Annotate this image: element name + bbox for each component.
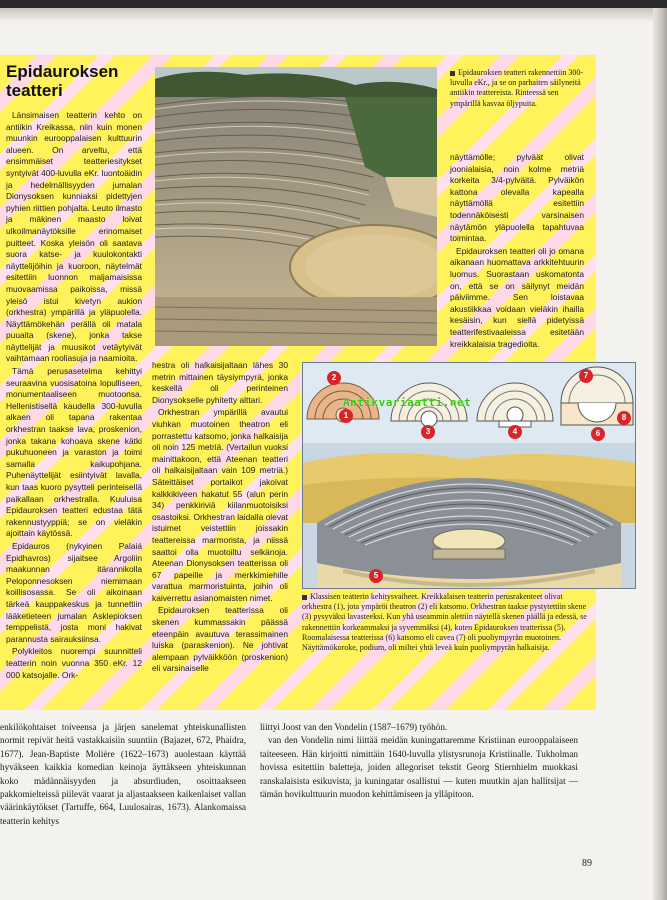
theatre-photo-illustration: [155, 67, 437, 346]
article-column-1: [6, 110, 142, 682]
col1-paragraph: Epidauros (nykyinen Palaiá Epidhavros) sijaitsee Argoliin maakunnan itärannikolla Peloponnesoksen niemimaan koillisosassa. Se oli aikoinaan tärkeä kauppakeskus ja tunnettiin lääketieteen jumalan Asklepioksen temppelistä, josta moni hakivat parannusta sairauksiinsa.: [6, 540, 142, 644]
epidauros-theatre-photo: [155, 67, 437, 346]
caption-bullet-icon: [302, 595, 307, 600]
photo-caption-text: Epidauroksen teatteri rakennettiin 300-luvulla eKr., ja se on parhaiten säilyneitä antiikin teattereista. Rinteessä sen ympärillä kasvaa öljypuita.: [450, 68, 584, 108]
plan-stage-4: [477, 383, 553, 427]
photo-caption: [450, 68, 585, 109]
article-title: [6, 62, 118, 100]
diagram-label-1: 1: [339, 409, 353, 423]
diagram-label-6: 6: [591, 427, 605, 441]
col3-paragraph: näyttämölle; pylväät olivat joonialaisia, noin kolme metriä korkeita 3/4-pylväitä. Pylväikön kattona olevalla kapealla näyttämöllä esitettiin todennäköisesti varsinaisen näytämön yläpuolella tapahtuvaa toimintaa.: [450, 152, 584, 244]
article-column-3: [450, 152, 584, 351]
page-top-shadow: [0, 8, 667, 22]
col3-paragraph: Epidauroksen teatteri oli jo omana aikanaan huomattava arkkitehtuurin luomus. Suorastaan uskomatonta on, että se on säilynyt meidän päiviimme. Sen loistavaa akustiikkaa voidaan vieläkin ihailla kesäisin, kun siellä pidetyissä teatterifestivaaleissa esitetään kreikkalaisia tragedioita.: [450, 245, 584, 349]
col1-paragraph: Länsimaisen teatterin kehto on antiikin Kreikassa, niin kuin monen muunkin eurooppalaisen kulttuurin alueen. On arveltu, että ensimmäiset teatteriesitykset syntyivät 400-luvulla eKr. luontoäidin ja hedelmällisyyden jumalan Dionysoksen kunniaksi pidettyjen pyhien riittien pohjalta. Leuto ilmasto ja mäkinen maasto loivat ulkoilmanäytöksille erinomaiset puitteet. Koska yleisön oli saatava suora katse- ja kuulokontakti näyttelijöihin ja kuoroon, näytelmät esitettiin luonnon maljamaisissa muovaamissa paikoissa, missä yleisö istui kivetyn aukion (orkhestra) ympärillä ja yläpuolella. Näyttämökehän perällä oli matala puuaita (skene), jonka takse näyttelijät ja muusikot vetäytyivät vaihtamaan rooliasuja ja naamioita.: [6, 110, 142, 364]
page-number: 89: [582, 858, 592, 869]
body-text-left: [0, 721, 246, 828]
diagram-label-4: 4: [508, 425, 522, 439]
page-edge: [653, 8, 667, 900]
body-left-paragraph: enkilökohtaiset toiveensa ja järjen sanelemat yhteiskunallisten normit repivät heitä vastakkaisiin suuntiin (Bajazet, 672, Phaidra, 1677). Jean-Baptiste Molière (1622–1673) auolestaan käyttää hyväkseen kaikkia komedian keinoja äyttäkseen yhteiskunnan koko mädännäisyyden ja absurdiuden, osoittaakseen pakkomielteissä piilevät vaarat ja aljastaakseen kaikenlaiset vallan väärinkäytökset (Tartuffe, 664, Luulosairas, 1673). Alankomaissa teatterin kehitys: [0, 722, 246, 826]
body-right-paragraph-2: van den Vondelin nimi liittää meidän kuningattaremme Kristiinan eurooppalaiseen taiteeseen. Hän kirjoitti nimittäin 1640-luvulla ylistysrunoja Kristiinalle. Tukholman hovissa esitettiin baletteja, joiden allegoriset tekstit Georg Stiernhielm muokkasi ranskalaisista esikuvista, ja kuningatar osallistui — kuten muutkin ajan hallitsijat — tämän hovikulttuurin muodon kehittämiseen ja ylläpitoon.: [260, 735, 578, 800]
body-right-paragraph-1: liittyi Joost van den Vondelin (1587–1679) työhön.: [260, 722, 448, 732]
diagram-label-8: 8: [617, 411, 631, 425]
body-text-right: [260, 721, 578, 801]
diagram-caption-text: Klassisen teatterin kehitysvaiheet. Kreikkalaisen teatterin perusrakenteet olivat orkhestra (1), jota ympäröi theatron (2) eli katsomo. Orkhestran taakse pystytettiin skene (3) pysyväksi lavasteeksi. Kun yhä useammin alettiin näytellä skenen päällä ja edessä, se rakennettiin korkeammaksi ja syvemmäksi (4), kuten Epidauroksen teatterissa (5). Roomalaisessa teatterissa (6) katsomo eli cavea (7) oli puoliympyrän muotoinen. Näyttämökoroke, podium, oli miltei yhtä leveä kuin puoliympyrän halkaisija.: [302, 592, 587, 653]
col2-paragraph: hestra oli halkaisijaltaan lähes 30 metrin mittainen täysiympyrä, jonka keskellä oli perinteinen Dionysokselle pyhitetty alttari.: [152, 360, 288, 405]
title-line-2: teatteri: [6, 81, 63, 100]
watermark-text: Antikvariaatti.net: [343, 396, 472, 409]
diagram-label-7: 7: [579, 369, 593, 383]
col1-paragraph: Polykleitos nuorempi suunnitteli teatterin noin vuonna 350 eKr. 12 000 katsojalle. Ork-: [6, 646, 142, 680]
title-line-1: Epidauroksen: [6, 62, 119, 81]
col1-paragraph: Tämä perusasetelma kehittyi seuraavina vuosisatoina lopulliseen, monumentaaliseen muotoonsa. Hellenistisellä kaudella 300-luvulla alkaen oli tapana rakentaa orkhestran taakse lava, proskenion, jonka takana kohoava skene kätki pukuhuoneen ja varaston ja toimi samalla kaikupohjana. Puhenäyttelijät esiintyivät lavalla, kun taas kuoro pysytteli perinteisellä paikallaan orkhestralla. Kuuluisa Epidauroksen teatteri edustaa tätä rakennustyyppiä; se on vieläkin ajoittain käytössä.: [6, 366, 142, 539]
col2-paragraph: Orkhestran ympärillä avautui viuhkan muotoinen theatron eli porrastettu katsomo, jonka halkaisija oli noin 125 metriä. (Vertailun vuoksi mainittakoon, että Ateenan teatteri oli halkaisijaltaan vain 109 metriä.) Säteittäiset portaikot jakoivat kalkkikiveen hakatut 55 (alun perin 34) penkkiriviä kiilanmuotoisiksi osastoiksi. Orkhestran laidalla olevat istuimet veistettiin joissakin teattereissa marmorista, ja niissä saattoi olla muotoiltu selkänoja. Ateenan Dionysoksen teatterissa oli 67 papeille ja merkkimiehille varattua marmoristuinta, joihin oli kaiverrettu asianomaisten nimet.: [152, 407, 288, 603]
diagram-caption: [302, 592, 592, 653]
caption-bullet-icon: [450, 71, 455, 76]
col2-paragraph: Epidauroksen teatterissa oli skenen kummassakin päässä eteenpäin avautuva terassimainen luiska (paraskenion). Ne johtivat alempaan pylväikköön (proskenion) eli varsinaiselle: [152, 605, 288, 674]
article-column-2: [152, 360, 288, 676]
diagram-label-5: 5: [369, 569, 383, 583]
diagram-label-3: 3: [421, 425, 435, 439]
diagram-label-2: 2: [327, 371, 341, 385]
